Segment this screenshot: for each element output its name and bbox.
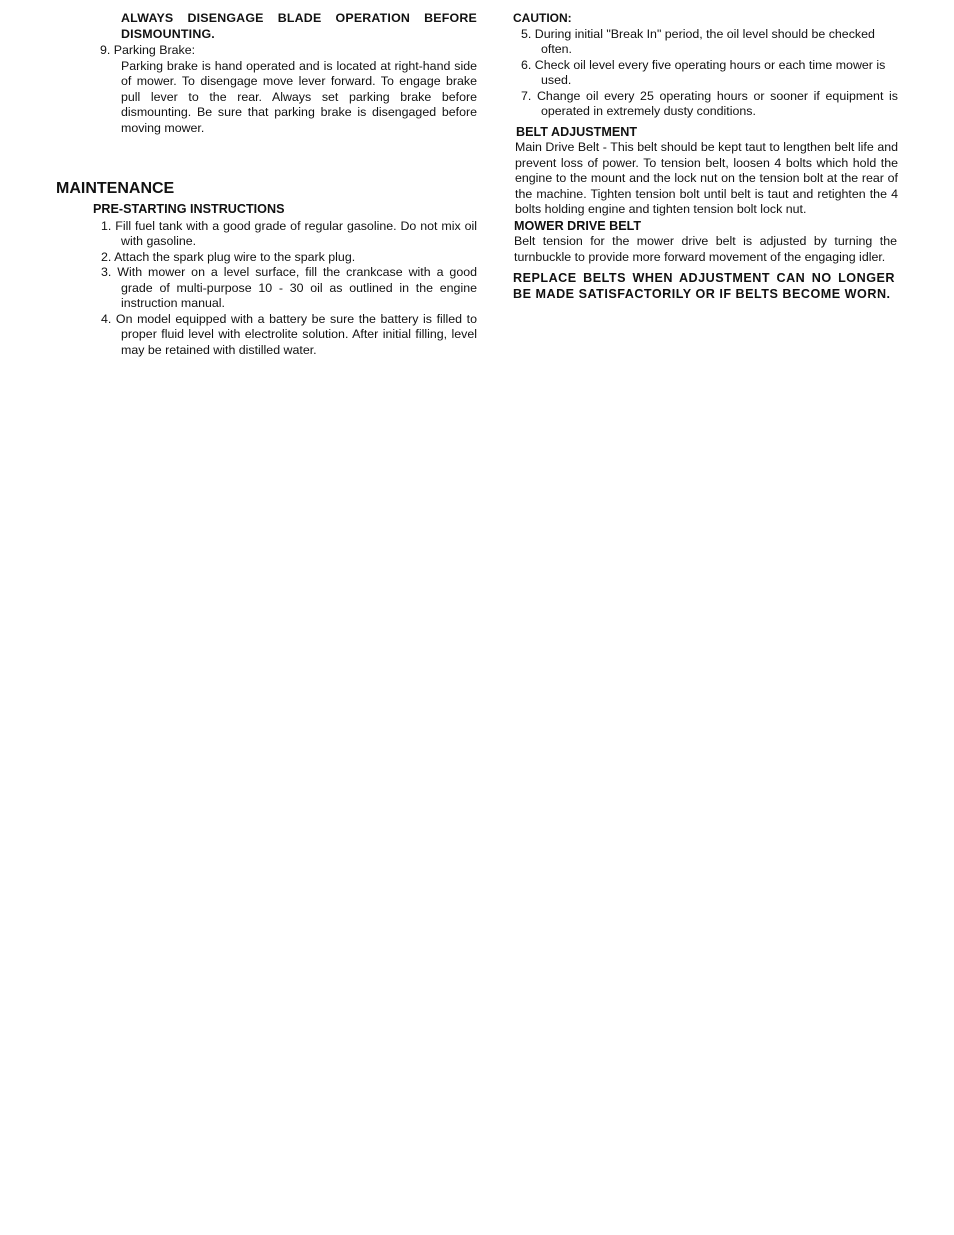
list-item-text: 2. Attach the spark plug wire to the spark plug. bbox=[101, 249, 356, 264]
list-item bbox=[521, 58, 898, 89]
list-item bbox=[521, 89, 898, 120]
list-item-text: 7. Change oil every 25 operating hours or sooner if equipment is operated in extremely dusty conditions. bbox=[521, 88, 898, 118]
list-item-text: 1. Fill fuel tank with a good grade of regular gasoline. Do not mix oil with gasoline. bbox=[101, 218, 477, 248]
caution-list bbox=[521, 27, 898, 120]
list-item bbox=[101, 265, 477, 312]
list-item bbox=[521, 27, 898, 58]
list-item bbox=[101, 219, 477, 250]
right-column bbox=[513, 11, 898, 302]
maintenance-heading: MAINTENANCE bbox=[56, 180, 175, 197]
pre-starting-heading: PRE-STARTING INSTRUCTIONS bbox=[93, 202, 285, 216]
maintenance-section bbox=[56, 179, 477, 358]
left-column-top bbox=[100, 11, 477, 136]
list-item-text: 4. On model equipped with a battery be sure the battery is filled to proper fluid level with electrolite solution. After initial filling, level may be retained with distilled water. bbox=[101, 311, 477, 357]
pre-starting-list bbox=[101, 219, 477, 359]
list-item-text: 5. During initial "Break In" period, the oil level should be checked often. bbox=[521, 26, 875, 56]
list-item bbox=[101, 312, 477, 359]
list-item bbox=[101, 250, 477, 266]
dismount-warning: ALWAYS DISENGAGE BLADE OPERATION BEFORE DISMOUNTING. bbox=[121, 11, 477, 41]
mower-drive-belt-heading: MOWER DRIVE BELT bbox=[514, 218, 642, 233]
list-item-text: 3. With mower on a level surface, fill the crankcase with a good grade of multi-purpose 10 - 30 oil as outlined in the engine instruction manual. bbox=[101, 265, 477, 310]
item-9-title: 9. Parking Brake: bbox=[100, 43, 196, 57]
replace-belts-warning: REPLACE BELTS WHEN ADJUSTMENT CAN NO LONGER BE MADE SATISFACTORILY OR IF BELTS BECOME WORN. bbox=[513, 271, 895, 301]
mower-drive-belt-body: Belt tension for the mower drive belt is adjusted by turning the turnbuckle to provide more forward movement of the engaging idler. bbox=[514, 234, 897, 264]
item-9-body: Parking brake is hand operated and is located at right-hand side of mower. To disengage move lever forward. To engage brake pull lever to the rear. Always set parking brake before dismounting. Be sure that parking brake is disengaged before moving mower. bbox=[121, 58, 477, 135]
caution-heading: CAUTION: bbox=[513, 11, 572, 25]
list-item-text: 6. Check oil level every five operating hours or each time mower is used. bbox=[521, 57, 886, 87]
belt-adjustment-body: Main Drive Belt - This belt should be kept taut to lengthen belt life and prevent loss of power. To tension belt, loosen 4 bolts which hold the engine to the mount and the lock nut on the tension bolt at the rear of the machine. Tighten tension bolt until belt is taut and retighten the 4 bolts holding engine and tighten tension bolt lock nut. bbox=[515, 140, 898, 216]
belt-adjustment-heading: BELT ADJUSTMENT bbox=[516, 124, 638, 139]
